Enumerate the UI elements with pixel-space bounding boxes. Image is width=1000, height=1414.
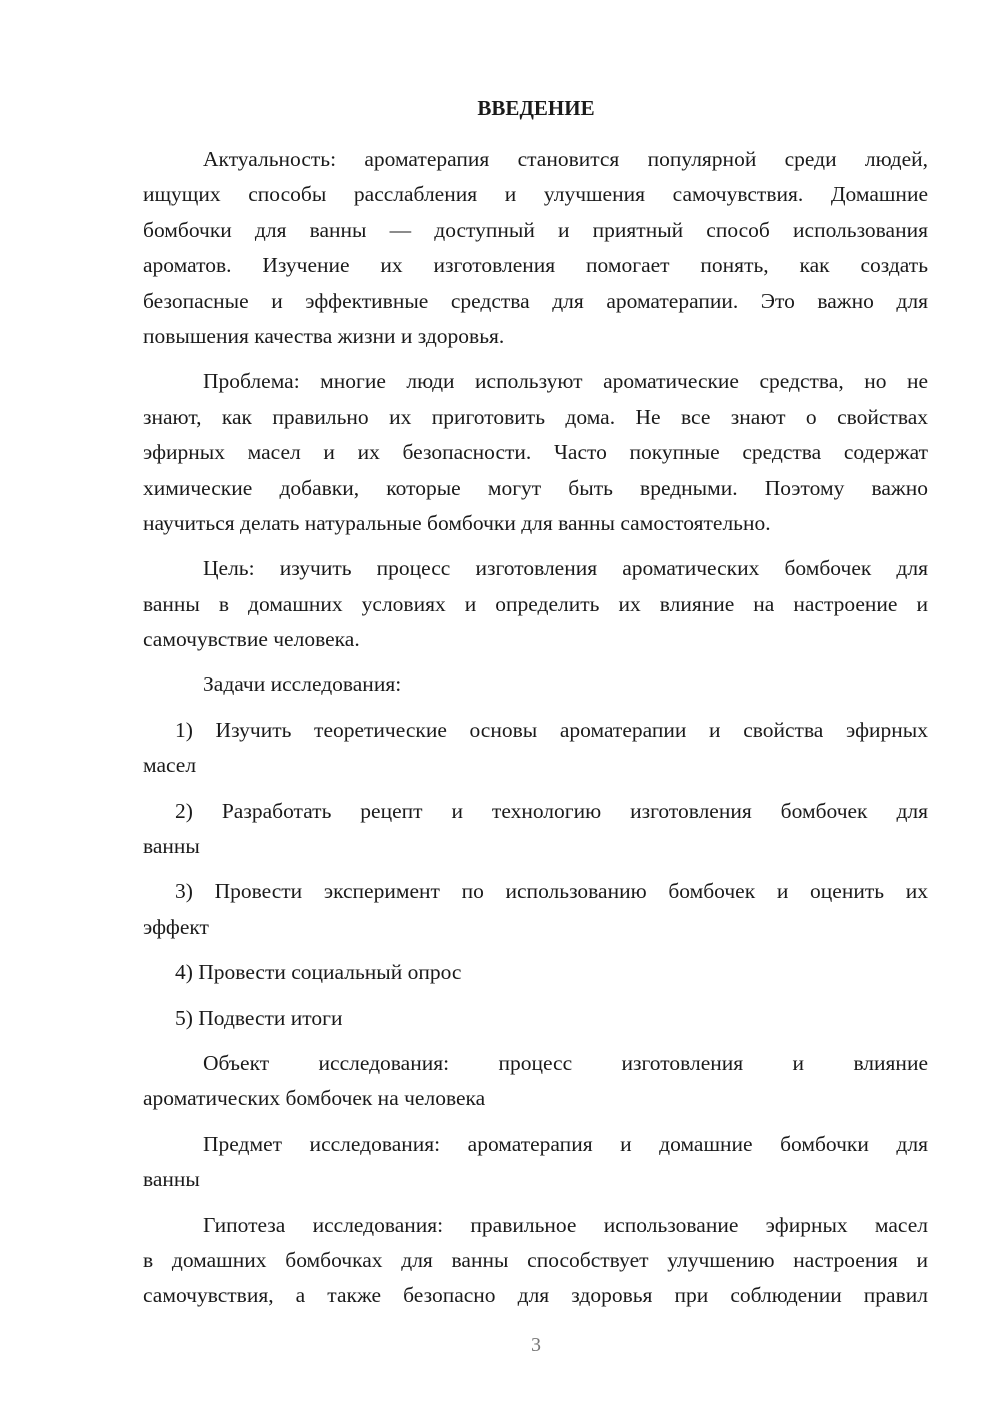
list-item bbox=[143, 1001, 928, 1036]
text-line: 5) Подвести итоги bbox=[175, 1005, 343, 1030]
text-line: масел bbox=[143, 753, 197, 778]
text-line: Актуальность: ароматерапия становится популярной среди людей, bbox=[203, 147, 928, 171]
list-item bbox=[143, 955, 928, 990]
list-item bbox=[143, 874, 928, 945]
paragraph bbox=[143, 142, 928, 354]
text-line: 2) Разработать рецепт и технологию изготовления бомбочек для bbox=[175, 798, 928, 823]
text-line: ванны bbox=[143, 1167, 200, 1192]
text-line: Гипотеза исследования: правильное использование эфирных масел bbox=[203, 1212, 928, 1237]
paragraph bbox=[143, 1046, 928, 1117]
text-line: ароматических бомбочек на человека bbox=[143, 1086, 486, 1111]
text-line: самочувствия, а также безопасно для здоровья при соблюдении правил bbox=[143, 1283, 928, 1308]
text-line: Объект исследования: процесс изготовления и влияние bbox=[203, 1050, 928, 1075]
text-line: ищущих способы расслабления и улучшения самочувствия. Домашние bbox=[143, 182, 928, 207]
text-line: 3) Провести эксперимент по использованию бомбочек и оценить их bbox=[175, 879, 928, 904]
paragraph bbox=[143, 1127, 928, 1198]
list-item bbox=[143, 713, 928, 784]
text-line: повышения качества жизни и здоровья. bbox=[143, 323, 505, 348]
text-line: эфирных масел и их безопасности. Часто покупные средства содержат bbox=[143, 440, 928, 465]
paragraph bbox=[143, 667, 928, 702]
text-line: Цель: изучить процесс изготовления ароматических бомбочек для bbox=[203, 556, 928, 581]
text-line: 1) Изучить теоретические основы ароматерапии и свойства эфирных bbox=[175, 717, 928, 742]
text-line: ванны bbox=[143, 834, 200, 859]
text-line: ароматов. Изучение их изготовления помогает понять, как создать bbox=[143, 253, 928, 278]
text-line: в домашних бомбочках для ванны способствует улучшению настроения и bbox=[143, 1247, 928, 1272]
text-line: безопасные и эффективные средства для ароматерапии. Это важно для bbox=[143, 288, 928, 313]
document-body bbox=[143, 142, 928, 1314]
text-line: Предмет исследования: ароматерапия и домашние бомбочки для bbox=[203, 1131, 928, 1156]
text-line: научиться делать натуральные бомбочки для ванны самостоятельно. bbox=[143, 510, 771, 535]
text-line: 4) Провести социальный опрос bbox=[175, 960, 462, 985]
paragraph bbox=[143, 1208, 928, 1314]
text-line: бомбочки для ванны — доступный и приятный способ использования bbox=[143, 217, 928, 242]
page-title: ВВЕДЕНИЕ bbox=[477, 96, 595, 120]
text-line: самочувствие человека. bbox=[143, 627, 360, 652]
text-line: химические добавки, которые могут быть вредными. Поэтому важно bbox=[143, 475, 928, 500]
text-line: эффект bbox=[143, 914, 209, 939]
page-number: 3 bbox=[531, 1334, 541, 1356]
paragraph bbox=[143, 364, 928, 541]
text-line: ванны в домашних условиях и определить их влияние на настроение и bbox=[143, 591, 928, 616]
paragraph bbox=[143, 551, 928, 657]
text-line: знают, как правильно их приготовить дома. Не все знают о свойствах bbox=[143, 404, 928, 429]
text-line: Задачи исследования: bbox=[203, 672, 402, 697]
list-item bbox=[143, 794, 928, 865]
text-line: Проблема: многие люди используют ароматические средства, но не bbox=[203, 369, 928, 394]
